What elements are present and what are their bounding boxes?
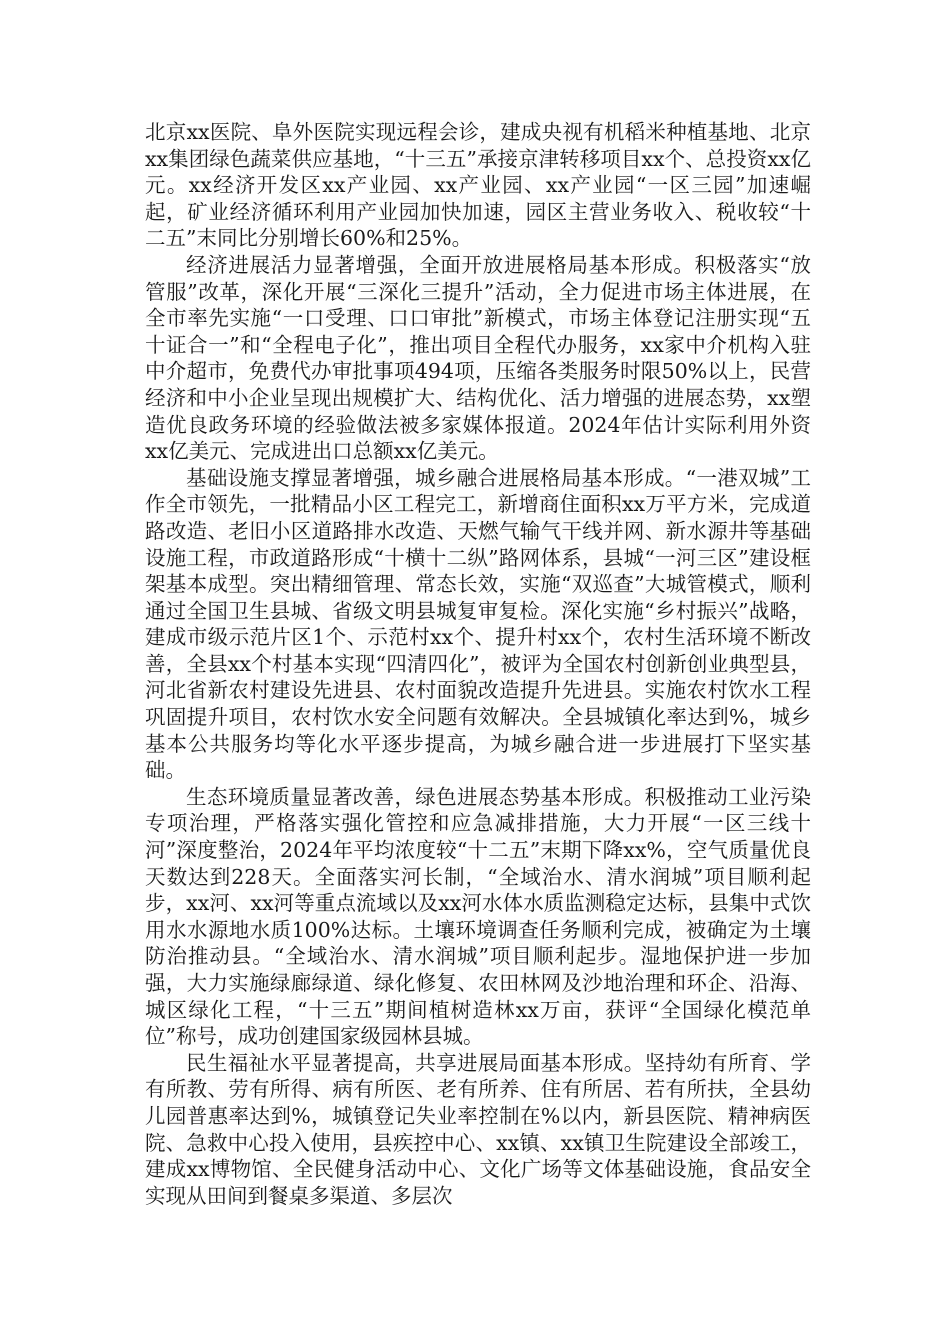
paragraph-1: 北京xx医院、阜外医院实现远程会诊，建成央视有机稻米种植基地、北京xx集团绿色蔬菜供应基地，“十三五”承接京津转移项目xx个、总投资xx亿元。xx经济开发区xx产业园、xx产业园、xx产业园“一区三园”加速崛起，矿业经济循环利用产业园加快加速，园区主营业务收入、税收较“十二五”末同比分别增长60%和25%。: [145, 120, 811, 251]
paragraph-economy: 经济进展活力显著增强，全面开放进展格局基本形成。积极落实“放管服”改革，深化开展“三深化三提升”活动，全力促进市场主体进展，在全市率先实施“一口受理、口口审批”新模式，市场主体登记注册实现“五十证合一”和“全程电子化”，推出项目全程代办服务，xx家中介机构入驻中介超市，免费代办审批事项494项，压缩各类服务时限50%以上，民营经济和中小企业呈现出规模扩大、结构优化、活力增强的进展态势，xx塑造优良政务环境的经验做法被多家媒体报道。2024年估计实际利用外资xx亿美元、完成进出口总额xx亿美元。: [145, 252, 811, 464]
paragraph-infrastructure: 基础设施支撑显著增强，城乡融合进展格局基本形成。“一港双城”工作全市领先，一批精品小区工程完工，新增商住面积xx万平方米，完成道路改造、老旧小区道路排水改造、天燃气输气干线并网、新水源井等基础设施工程，市政道路形成“十横十二纵”路网体系，县城“一河三区”建设框架基本成型。突出精细管理、常态长效，实施“双巡查”大城管模式，顺利通过全国卫生县城、省级文明县城复审复检。深化实施“乡村振兴”战略，建成市级示范片区1个、示范村xx个、提升村xx个，农村生活环境不断改善，全县xx个村基本实现“四清四化”，被评为全国农村创新创业典型县，河北省新农村建设先进县、农村面貌改造提升先进县。实施农村饮水工程巩固提升项目，农村饮水安全问题有效解决。全县城镇化率达到%，城乡基本公共服务均等化水平逐步提高，为城乡融合进一步进展打下坚实基础。: [145, 465, 811, 783]
paragraph-livelihood: 民生福祉水平显著提高，共享进展局面基本形成。坚持幼有所育、学有所教、劳有所得、病有所医、老有所养、住有所居、若有所扶，全县幼儿园普惠率达到%，城镇登记失业率控制在%以内，新县医院、精神病医院、急救中心投入使用，县疾控中心、xx镇、xx镇卫生院建设全部竣工，建成xx博物馆、全民健身活动中心、文化广场等文体基础设施，食品安全实现从田间到餐桌多渠道、多层次: [145, 1050, 811, 1208]
document-page: [145, 119, 811, 1209]
paragraph-ecology: 生态环境质量显著改善，绿色进展态势基本形成。积极推动工业污染专项治理，严格落实强化管控和应急减排措施，大力开展“一区三线十河”深度整治，2024年平均浓度较“十二五”末期下降xx%，空气质量优良天数达到228天。全面落实河长制，“全域治水、清水润城”项目顺利起步，xx河、xx河等重点流域以及xx河水体水质监测稳定达标，县集中式饮用水水源地水质100%达标。土壤环境调查任务顺利完成，被确定为土壤防治推动县。“全域治水、清水润城”项目顺利起步。湿地保护进一步加强，大力实施绿廊绿道、绿化修复、农田林网及沙地治理和环企、沿海、城区绿化工程，“十三五”期间植树造林xx万亩，获评“全国绿化模范单位”称号，成功创建国家级园林县城。: [145, 784, 811, 1049]
